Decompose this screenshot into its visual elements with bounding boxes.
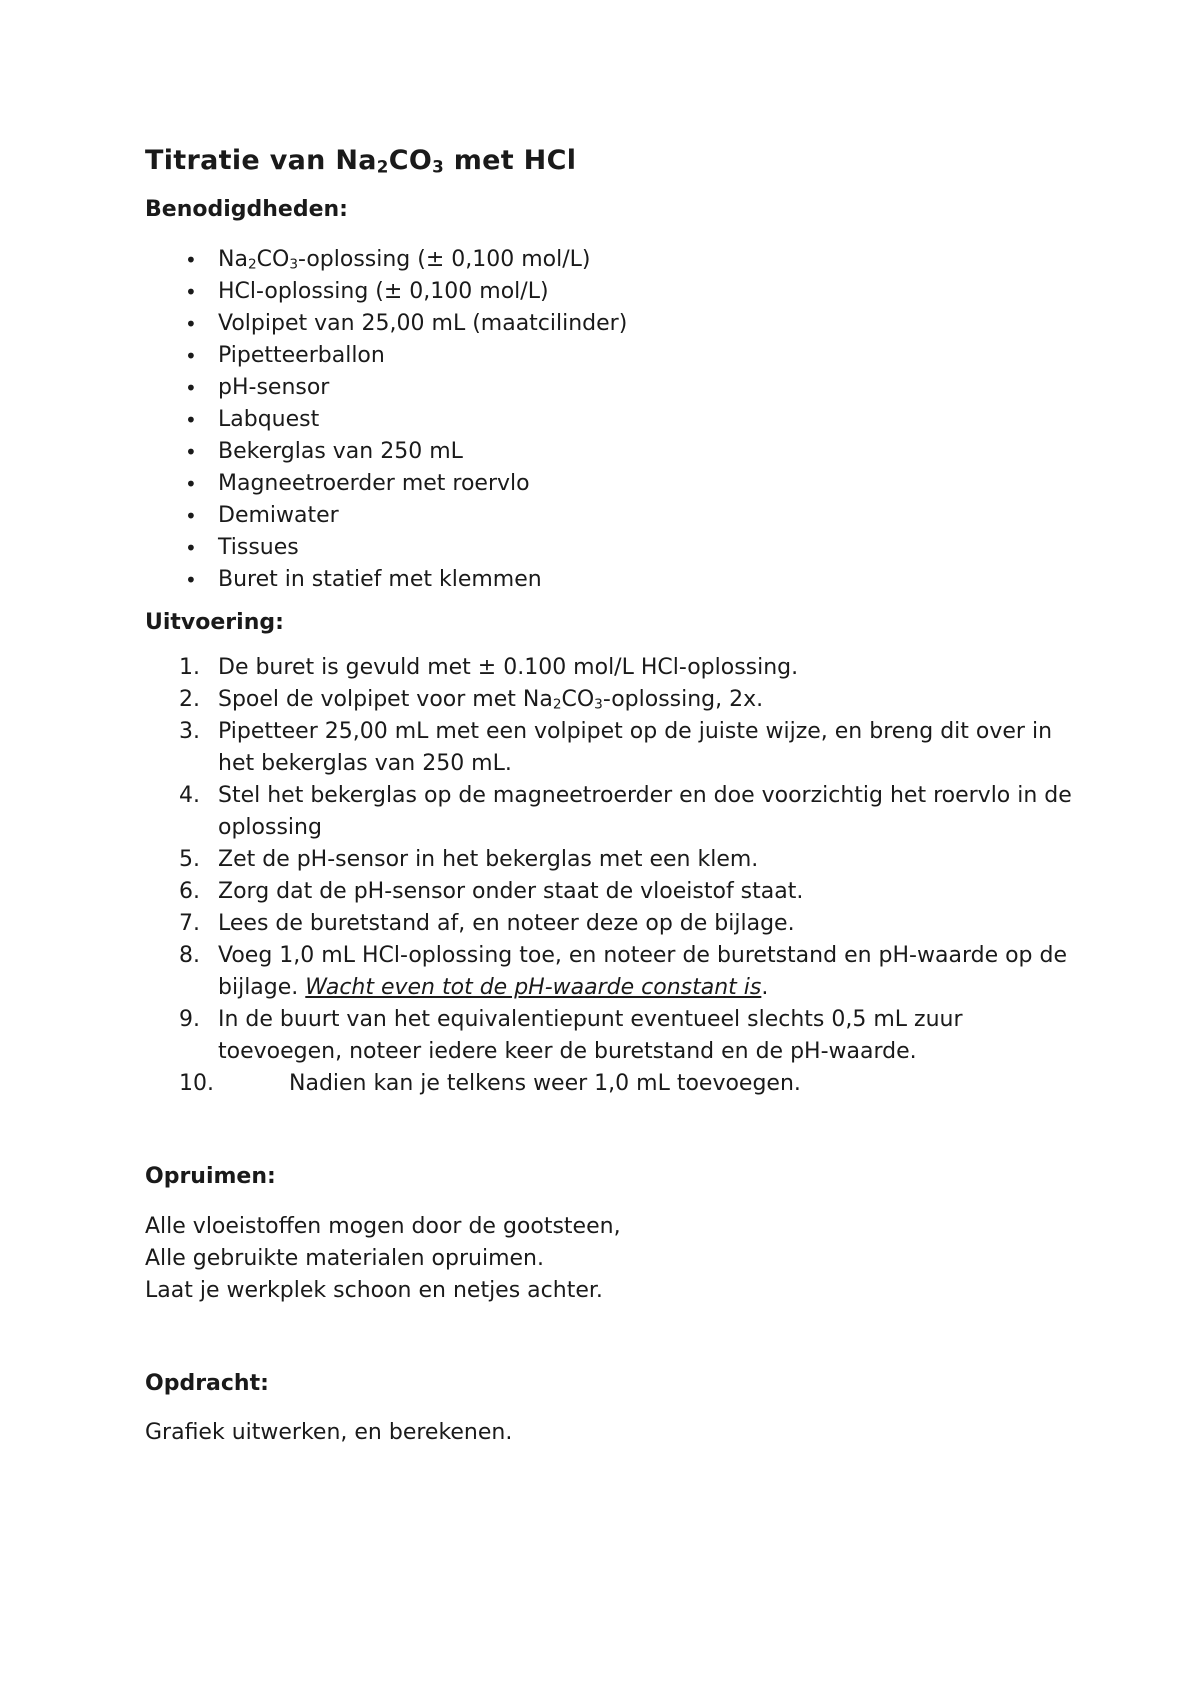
list-item: • Pipetteerballon — [145, 340, 1085, 372]
list-item: • Bekerglas van 250 mL — [145, 436, 1085, 468]
list-item: 5. Zet de pH-sensor in het bekerglas met een klem. — [179, 847, 759, 873]
list-item: • Magneetroerder met roervlo — [145, 468, 1085, 500]
list-item: 8. Voeg 1,0 mL HCl-oplossing toe, en noteer de buretstand en pH-waarde op de bijlage. Wacht even tot de pH-waarde constant is. — [179, 943, 1068, 1001]
assignment-text: Grafiek uitwerken, en berekenen. — [145, 1419, 513, 1445]
list-item: • HCl-oplossing (± 0,100 mol/L) — [145, 276, 1085, 308]
list-item: 9. In de buurt van het equivalentiepunt eventueel slechts 0,5 mL zuur toevoegen, noteer iedere keer de buretstand en de pH-waarde. — [179, 1007, 963, 1065]
cleanup-line: Laat je werkplek schoon en netjes achter. — [145, 1277, 603, 1303]
list-item: • Volpipet van 25,00 mL (maatcilinder) — [145, 308, 1085, 340]
list-item: • Tissues — [145, 532, 1085, 564]
document-page — [145, 128, 1085, 1449]
emphasis-note: Wacht even tot de pH-waarde constant is — [305, 975, 762, 1001]
procedure-list — [145, 652, 1085, 1100]
bullet-icon: • — [185, 343, 197, 368]
cleanup-text — [145, 1211, 1085, 1307]
bullet-icon: • — [185, 375, 197, 400]
list-item: • Demiwater — [145, 500, 1085, 532]
bullet-icon: • — [185, 279, 197, 304]
list-item: 1. De buret is gevuld met ± 0.100 mol/L HCl-oplossing. — [179, 655, 799, 681]
list-item: • Buret in statief met klemmen — [145, 564, 1085, 596]
document-title: Titratie van $Na_2CO_3$ met HCl — [145, 145, 577, 177]
cleanup-heading: Opruimen: — [145, 1164, 276, 1190]
assignment-heading: Opdracht: — [145, 1370, 269, 1396]
bullet-icon: • — [185, 471, 197, 496]
bullet-icon: • — [185, 567, 197, 592]
cleanup-line: Alle vloeistoffen mogen door de gootsteen, — [145, 1213, 621, 1239]
list-item: • $Na_2CO_3$-oplossing (± 0,100 mol/L) — [145, 244, 1085, 276]
procedure-heading: Uitvoering: — [145, 609, 284, 635]
cleanup-line: Alle gebruikte materialen opruimen. — [145, 1245, 544, 1271]
list-item: 6. Zorg dat de pH-sensor onder staat de vloeistof staat. — [179, 879, 804, 905]
list-item: 10. Nadien kan je telkens weer 1,0 mL toevoegen. — [179, 1071, 801, 1097]
materials-list — [145, 244, 1085, 596]
bullet-icon: • — [185, 439, 197, 464]
bullet-icon: • — [185, 311, 197, 336]
list-item: 3. Pipetteer 25,00 mL met een volpipet op de juiste wijze, en breng dit over in het bekerglas van 250 mL. — [179, 719, 1053, 777]
materials-heading: Benodigdheden: — [145, 197, 348, 223]
list-item: 7. Lees de buretstand af, en noteer deze op de bijlage. — [179, 911, 795, 937]
list-item: 2. Spoel de volpipet voor met $Na_2CO_3$-oplossing, 2x. — [179, 687, 764, 713]
bullet-icon: • — [185, 535, 197, 560]
list-item: 4. Stel het bekerglas op de magneetroerder en doe voorzichtig het roervlo in de oplossing — [179, 783, 1072, 841]
bullet-icon: • — [185, 407, 197, 432]
bullet-icon: • — [185, 503, 197, 528]
list-item: • Labquest — [145, 404, 1085, 436]
list-item: • pH-sensor — [145, 372, 1085, 404]
bullet-icon: • — [185, 247, 197, 272]
